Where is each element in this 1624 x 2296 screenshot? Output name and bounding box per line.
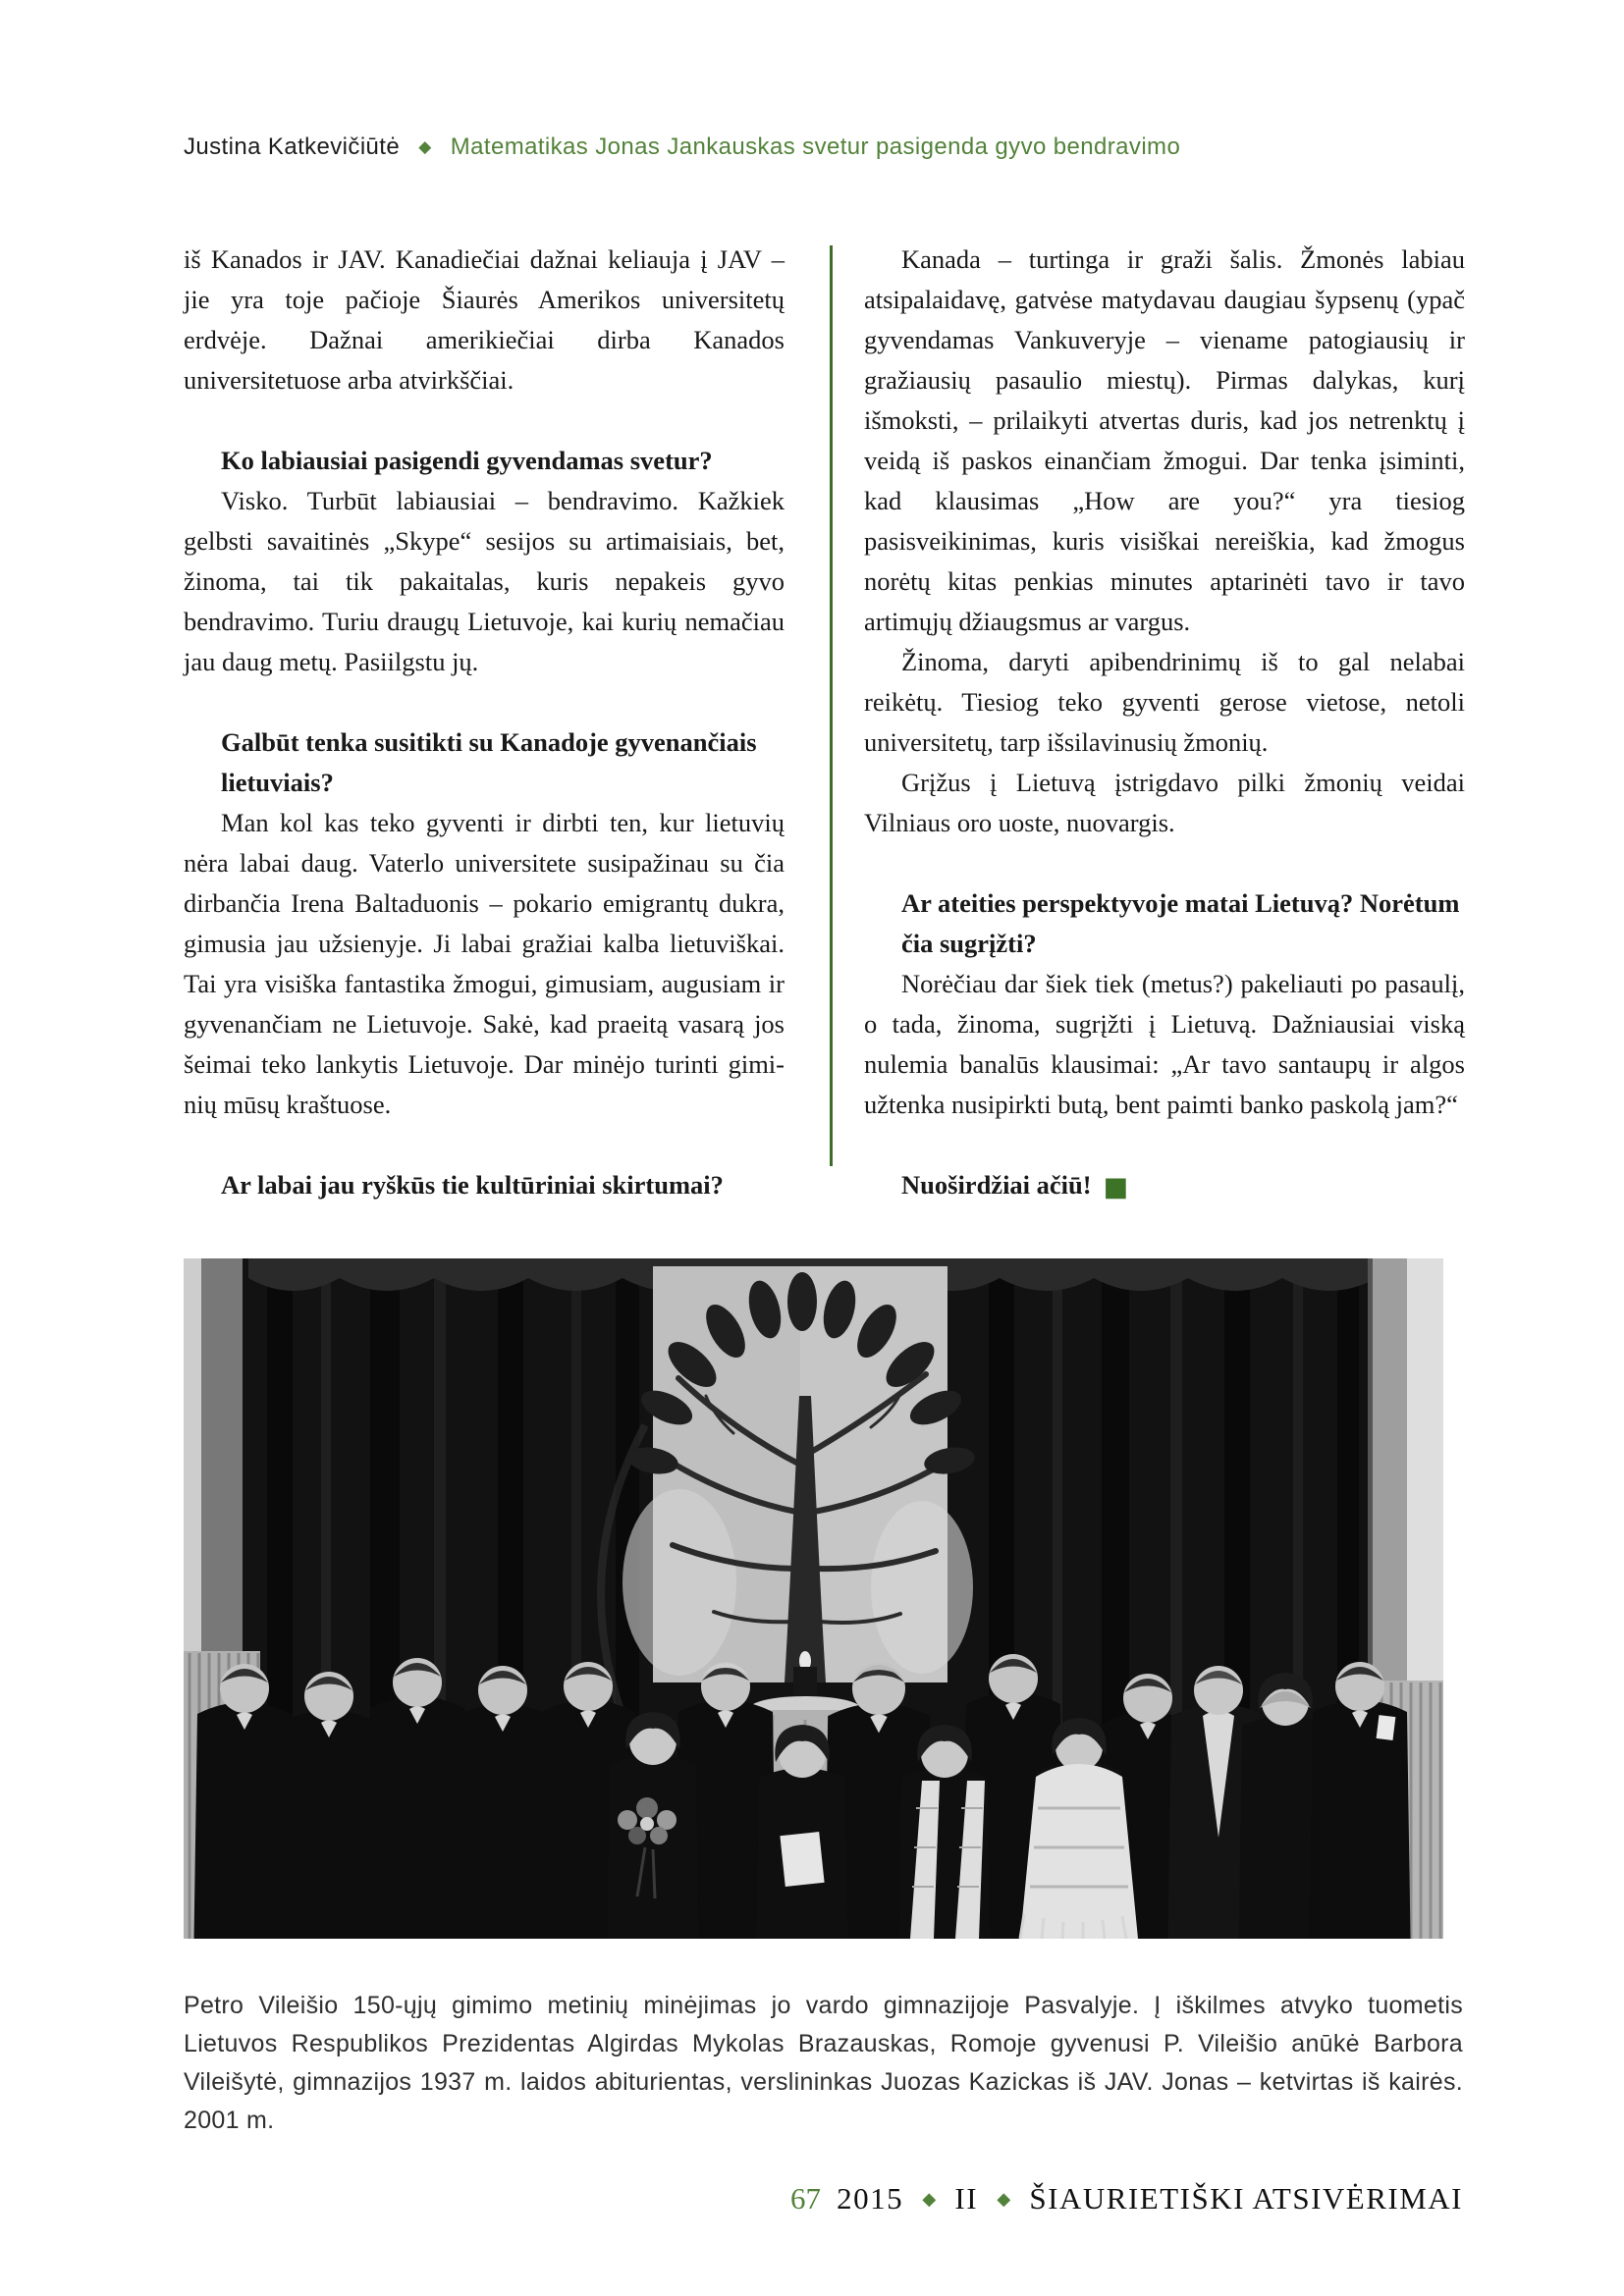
answer-paragraph: Žinoma, daryti apibendrinimų iš to gal nelabai reikėtų. Tiesiog teko gyventi gerose vietose, netoli universitetų, tarp išsilavinusių žmonių. (864, 647, 1465, 757)
footer-issue: II (954, 2181, 979, 2216)
answer-paragraph: Norėčiau dar šiek tiek (metus?) pakeliauti po pasaulį, o tada, žinoma, sugrįžti į Lietuvą. Dažniausiai viską nulemia banalūs klausimai: „Ar tavo santaupų ir algos užtenka nusipirkti butą, bent paimti banko paskolą jam?“ (864, 969, 1465, 1119)
footer-journal-title: ŠIAURIETIŠKI ATSIVĖRIMAI (1029, 2181, 1463, 2216)
diamond-icon: ◆ (997, 2189, 1011, 2209)
page-number: 67 (790, 2181, 821, 2216)
running-head (184, 133, 1480, 161)
interview-question-heading: Ar ateities perspektyvoje matai Lietuvą? Norėtum čia sugrįžti? (901, 888, 1460, 958)
answer-paragraph: Man kol kas teko gyventi ir dirbti ten, kur lietuvių nėra labai daug. Vaterlo universitete susipažinau su čia dirbančia Irena Baltaduonis – pokario emigrantų dukra, gimusia jau užsienyje. Ji labai gražiai kalba lietuviškai. Tai yra visiška fantastika žmogui, gimusiam, augusiam ir gyvenančiam ne Lietuvoje. Sakė, kad praeitą vasarą jos šeimai teko lankytis Lietuvoje. Dar minėjo turinti giminių mūsų kraštuose. (184, 808, 785, 1119)
footer-year: 2015 (837, 2181, 904, 2216)
article-title: Matematikas Jonas Jankauskas svetur pasigenda gyvo bendravimo (450, 133, 1181, 160)
interview-question-heading: Ar labai jau ryškūs tie kultūriniai skirtumai? (221, 1170, 724, 1200)
diamond-icon: ◆ (418, 137, 432, 156)
article-column-right (864, 240, 1465, 1205)
photo-figure (184, 1258, 1443, 1939)
interview-question-heading: Ko labiausiai pasigendi gyvendamas svetur? (221, 446, 713, 475)
closing-text: Nuoširdžiai ačiū! (901, 1170, 1092, 1200)
journal-footer (837, 2181, 1463, 2216)
author-name: Justina Katkevičiūtė (184, 133, 401, 160)
answer-paragraph: Kanada – turtinga ir graži šalis. Žmonės labiau atsipalaidavę, gatvėse matydavau daugiau šypsenų (ypač gyvendamas Vankuveryje – viename patogiausių ir gražiausių pasaulio miestų). Pirmas dalykas, kurį išmoksti, – prilaikyti atvertas duris, kad jos netrenktų į veidą iš paskos einančiam žmogui. Dar tenka įsiminti, kad klausimas „How are you?“ yra tiesiog pasisveikinimas, kuris visiškai nereiškia, kad žmogus norėtų kitas penkias minutes aptarinėti tavo ir tavo artimųjų džiaugsmus ar vargus. (864, 244, 1465, 636)
article-column-left (184, 240, 785, 1205)
answer-paragraph: Visko. Turbūt labiausiai – bendravimo. Kažkiek gelbsti savaitinės „Skype“ sesijos su artimaisiais, bet, žinoma, tai tik pakaitalas, kuris nepakeis gyvo bendravimo. Turiu draugų Lietuvoje, kai kurių nemačiau jau daug metų. Pasiilgstu jų. (184, 486, 785, 676)
closing-line: Nuoširdžiai ačiū! ■ (901, 1170, 1129, 1202)
interview-question-heading: Galbūt tenka susitikti su Kanadoje gyvenančiais lietuviais? (221, 727, 757, 797)
group-photo-image (184, 1258, 1443, 1939)
diamond-icon: ◆ (922, 2189, 937, 2209)
photo-caption: Petro Vileišio 150-ųjų gimimo metinių minėjimas jo vardo gimnazijoje Pasvalyje. Į iškilmes atvyko tuometis Lietuvos Respublikos Prezidentas Algirdas Mykolas Brazauskas, Romoje gyvenusi P. Vileišio anūkė Barbora Vileišytė, gimnazijos 1937 m. laidos abiturientas, verslininkas Juozas Kazickas iš JAV. Jonas – ketvirtas iš kairės. 2001 m. (184, 1992, 1463, 2134)
answer-paragraph: iš Kanados ir JAV. Kanadiečiai dažnai keliauja į JAV – jie yra toje pačioje Šiaurės Amerikos universitetų erdvėje. Dažnai amerikiečiai dirba Kanados universitetuose arba atvirkščiai. (184, 244, 785, 395)
answer-paragraph: Grįžus į Lietuvą įstrigdavo pilki žmonių veidai Vilniaus oro uoste, nuovargis. (864, 768, 1465, 837)
column-divider-rule (830, 245, 833, 1166)
